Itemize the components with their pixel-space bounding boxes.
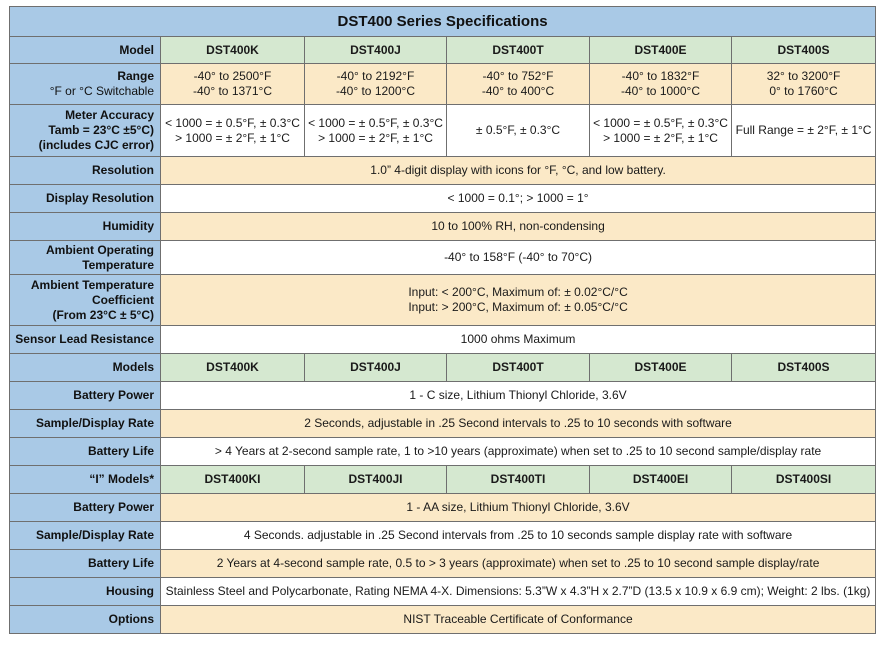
ambient-operating-row xyxy=(10,241,876,275)
model-cell: DST400S xyxy=(732,354,876,382)
battery-power-label: Battery Power xyxy=(10,382,161,410)
range-value: -40° to 1000°C xyxy=(621,84,700,98)
accuracy-label xyxy=(10,105,161,157)
humidity-row xyxy=(10,213,876,241)
range-cell xyxy=(447,64,590,105)
model-cell: DST400K xyxy=(161,37,305,64)
accuracy-row xyxy=(10,105,876,157)
i-models-label: “I” Models* xyxy=(10,466,161,494)
model-cell: DST400E xyxy=(590,37,732,64)
housing-label: Housing xyxy=(10,578,161,606)
resolution-label: Resolution xyxy=(10,157,161,185)
accuracy-value: Full Range = ± 2°F, ± 1°C xyxy=(735,123,872,137)
battery-power-row xyxy=(10,382,876,410)
range-value: -40° to 752°F xyxy=(482,69,554,83)
model-cell: DST400J xyxy=(305,37,447,64)
accuracy-label-line: (includes CJC error) xyxy=(38,138,154,152)
display-resolution-label: Display Resolution xyxy=(10,185,161,213)
ambient-operating-value: -40° to 158°F (-40° to 70°C) xyxy=(161,241,876,275)
i-models-row xyxy=(10,466,876,494)
model-cell: DST400S xyxy=(732,37,876,64)
sample-rate-label: Sample/Display Rate xyxy=(10,410,161,438)
models-row xyxy=(10,354,876,382)
ambient-coefficient-row xyxy=(10,275,876,326)
i-sample-rate-value: 4 Seconds. adjustable in .25 Second intervals from .25 to 10 seconds sample display rate with software xyxy=(161,522,876,550)
range-row xyxy=(10,64,876,105)
resolution-row xyxy=(10,157,876,185)
accuracy-cell xyxy=(732,105,876,157)
ambient-coefficient-label-line: (From 23°C ± 5°C) xyxy=(52,307,154,322)
model-cell: DST400J xyxy=(305,354,447,382)
ambient-coefficient-label xyxy=(10,275,161,326)
range-value: -40° to 2192°F xyxy=(336,69,415,83)
accuracy-cell xyxy=(447,105,590,157)
sensor-lead-row xyxy=(10,326,876,354)
i-model-cell: DST400JI xyxy=(305,466,447,494)
sample-rate-value: 2 Seconds, adjustable in .25 Second intervals to .25 to 10 seconds with software xyxy=(161,410,876,438)
range-value: -40° to 400°C xyxy=(481,84,555,98)
model-cell: DST400T xyxy=(447,37,590,64)
model-cell: DST400E xyxy=(590,354,732,382)
display-resolution-value: < 1000 = 0.1°; > 1000 = 1° xyxy=(161,185,876,213)
range-label xyxy=(10,64,161,105)
options-label: Options xyxy=(10,606,161,634)
accuracy-cell xyxy=(161,105,305,157)
specifications-table xyxy=(9,6,876,634)
range-value: 0° to 1760°C xyxy=(769,84,838,98)
resolution-value: 1.0” 4-digit display with icons for °F, °C, and low battery. xyxy=(161,157,876,185)
options-row xyxy=(10,606,876,634)
ambient-operating-label-line: Ambient Operating xyxy=(45,242,154,257)
model-label: Model xyxy=(10,37,161,64)
range-cell xyxy=(305,64,447,105)
sample-rate-row xyxy=(10,410,876,438)
battery-life-value: > 4 Years at 2-second sample rate, 1 to >10 years (approximate) when set to .25 to 10 second sample/display rate xyxy=(161,438,876,466)
housing-row xyxy=(10,578,876,606)
battery-life-row xyxy=(10,438,876,466)
accuracy-value: > 1000 = ± 2°F, ± 1°C xyxy=(175,130,290,145)
accuracy-cell xyxy=(305,105,447,157)
range-value: 32° to 3200°F xyxy=(766,69,841,83)
title-row xyxy=(10,7,876,37)
ambient-operating-label-line: Temperature xyxy=(82,257,154,272)
accuracy-value: > 1000 = ± 2°F, ± 1°C xyxy=(603,130,718,145)
housing-value: Stainless Steel and Polycarbonate, Rating NEMA 4-X. Dimensions: 5.3”W x 4.3”H x 2.7”D (13.5 x 10.9 x 6.9 cm); Weight: 2 lbs. (1kg) xyxy=(161,578,876,606)
model-cell: DST400T xyxy=(447,354,590,382)
humidity-label: Humidity xyxy=(10,213,161,241)
range-label-line: Range xyxy=(117,69,154,83)
range-value: -40° to 1200°C xyxy=(336,84,415,98)
humidity-value: 10 to 100% RH, non-condensing xyxy=(161,213,876,241)
range-cell xyxy=(732,64,876,105)
i-model-cell: DST400EI xyxy=(590,466,732,494)
range-cell xyxy=(161,64,305,105)
i-battery-life-value: 2 Years at 4-second sample rate, 0.5 to > 3 years (approximate) when set to .25 to 10 second sample display/rate xyxy=(161,550,876,578)
i-battery-power-label: Battery Power xyxy=(10,494,161,522)
i-sample-rate-row xyxy=(10,522,876,550)
range-cell xyxy=(590,64,732,105)
i-sample-rate-label: Sample/Display Rate xyxy=(10,522,161,550)
ambient-coefficient-label-line: Ambient Temperature xyxy=(30,277,154,292)
ambient-coefficient-line: Input: < 200°C, Maximum of: ± 0.02°C/°C xyxy=(408,285,628,299)
accuracy-value: < 1000 = ± 0.5°F, ± 0.3°C xyxy=(593,115,728,130)
options-value: NIST Traceable Certificate of Conformance xyxy=(161,606,876,634)
model-row xyxy=(10,37,876,64)
accuracy-cell xyxy=(590,105,732,157)
battery-life-label: Battery Life xyxy=(10,438,161,466)
table-title: DST400 Series Specifications xyxy=(10,7,876,37)
accuracy-value: < 1000 = ± 0.5°F, ± 0.3°C xyxy=(308,115,443,130)
accuracy-value: > 1000 = ± 2°F, ± 1°C xyxy=(318,130,433,145)
i-battery-power-row xyxy=(10,494,876,522)
range-value: -40° to 1371°C xyxy=(193,84,272,98)
i-model-cell: DST400SI xyxy=(732,466,876,494)
i-model-cell: DST400TI xyxy=(447,466,590,494)
sensor-lead-value: 1000 ohms Maximum xyxy=(161,326,876,354)
sensor-lead-label: Sensor Lead Resistance xyxy=(10,326,161,354)
accuracy-label-line: Tamb = 23°C ±5°C) xyxy=(48,123,154,137)
i-battery-life-label: Battery Life xyxy=(10,550,161,578)
i-model-cell: DST400KI xyxy=(161,466,305,494)
display-resolution-row xyxy=(10,185,876,213)
range-value: -40° to 1832°F xyxy=(621,69,700,83)
accuracy-label-line: Meter Accuracy xyxy=(65,108,154,122)
battery-power-value: 1 - C size, Lithium Thionyl Chloride, 3.6V xyxy=(161,382,876,410)
range-value: -40° to 2500°F xyxy=(193,69,272,83)
ambient-coefficient-line: Input: > 200°C, Maximum of: ± 0.05°C/°C xyxy=(408,300,628,314)
i-battery-life-row xyxy=(10,550,876,578)
model-cell: DST400K xyxy=(161,354,305,382)
ambient-coefficient-label-line: Coefficient xyxy=(91,292,154,307)
ambient-operating-label xyxy=(10,241,161,275)
accuracy-value: < 1000 = ± 0.5°F, ± 0.3°C xyxy=(165,115,300,130)
models-label: Models xyxy=(10,354,161,382)
ambient-coefficient-value xyxy=(161,275,876,326)
range-label-line: °F or °C Switchable xyxy=(49,84,154,98)
i-battery-power-value: 1 - AA size, Lithium Thionyl Chloride, 3.6V xyxy=(161,494,876,522)
accuracy-value: ± 0.5°F, ± 0.3°C xyxy=(475,123,561,137)
